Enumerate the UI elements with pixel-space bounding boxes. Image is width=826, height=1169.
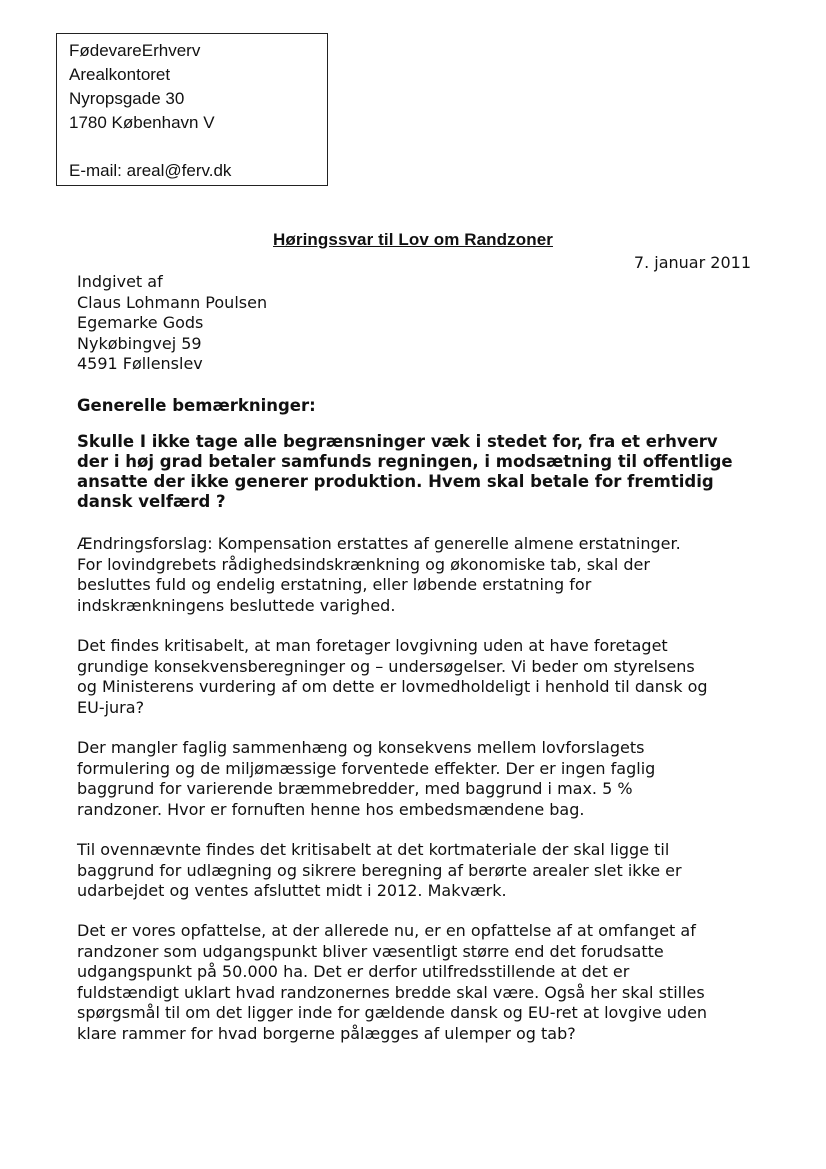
paragraph-amendment [77, 534, 767, 616]
question-line: Skulle I ikke tage alle begrænsninger væk i stedet for, fra et erhverv [77, 432, 718, 451]
paragraph-line: udgangspunkt på 50.000 ha. Det er derfor utilfredsstillende at det er [77, 962, 630, 981]
paragraph-line: spørgsmål til om det ligger inde for gældende dansk og EU-ret at lovgive uden [77, 1003, 708, 1022]
address-line: Arealkontoret [69, 65, 171, 84]
document-title: Høringssvar til Lov om Randzoner [273, 230, 553, 249]
address-line: Nyropsgade 30 [69, 89, 185, 108]
question-line: dansk velfærd ? [77, 492, 226, 511]
paragraph-line: Det er vores opfattelse, at der allerede nu, er en opfattelse af at omfanget af [77, 921, 696, 940]
paragraph-map-material [77, 840, 767, 902]
paragraph-line: Til ovennævnte findes det kritisabelt at det kortmateriale der skal ligge til [77, 840, 670, 859]
submitter-line: Claus Lohmann Poulsen [77, 292, 268, 312]
question-line: der i høj grad betaler samfunds regningen, i modsætning til offentlige [77, 452, 733, 471]
paragraph-line: Der mangler faglig sammenhæng og konsekvens mellem lovforslagets [77, 738, 645, 757]
paragraph-line: og Ministerens vurdering af om dette er lovmedholdeligt i henhold til dansk og [77, 677, 708, 696]
paragraph-line: formulering og de miljømæssige forventede effekter. Der er ingen faglig [77, 758, 656, 778]
paragraph-line: randzoner som udgangspunkt bliver væsentligt større end det forudsatte [77, 941, 664, 961]
paragraph-line: udarbejdet og ventes afsluttet midt i 2012. Makværk. [77, 881, 507, 900]
paragraph-line: For lovindgrebets rådighedsindskrænkning og økonomiske tab, skal der [77, 554, 650, 574]
address-line: 1780 København V [69, 113, 215, 132]
question-paragraph [77, 432, 767, 512]
paragraph-line: fuldstændigt uklart hvad randzonernes bredde skal være. Også her skal stilles [77, 982, 705, 1002]
paragraph-line: Det findes kritisabelt, at man foretager lovgivning uden at have foretaget [77, 636, 668, 655]
paragraph-coherence [77, 738, 767, 820]
paragraph-line: EU-jura? [77, 697, 145, 717]
document-date: 7. januar 2011 [633, 253, 751, 272]
paragraph-line: baggrund for udlægning og sikrere beregning af berørte arealer slet ikke er [77, 860, 682, 880]
submitter-line: Egemarke Gods [77, 313, 204, 332]
paragraph-buffer-zones [77, 921, 767, 1044]
address-email: E-mail: areal@ferv.dk [69, 161, 232, 180]
section-heading: Generelle bemærkninger: [77, 396, 316, 415]
recipient-address-box [56, 33, 328, 186]
paragraph-criticism [77, 636, 767, 718]
paragraph-line: grundige konsekvensberegninger og – undersøgelser. Vi beder om styrelsens [77, 656, 695, 676]
question-line: ansatte der ikke generer produktion. Hvem skal betale for fremtidig [77, 472, 714, 491]
submitter-line: Nykøbingvej 59 [77, 333, 202, 353]
submitter-block [77, 272, 267, 375]
paragraph-line: Ændringsforslag: Kompensation erstattes af generelle almene erstatninger. [77, 534, 681, 553]
submitter-line: 4591 Føllenslev [77, 354, 203, 373]
address-line: FødevareErhverv [69, 41, 201, 60]
paragraph-line: besluttes fuld og endelig erstatning, eller løbende erstatning for [77, 575, 592, 594]
submitter-line: Indgivet af [77, 272, 163, 291]
paragraph-line: klare rammer for hvad borgerne pålægges af ulemper og tab? [77, 1023, 576, 1043]
address-spacer [69, 135, 327, 159]
paragraph-line: randzoner. Hvor er fornuften henne hos embedsmændene bag. [77, 799, 585, 819]
paragraph-line: indskrænkningens besluttede varighed. [77, 595, 396, 615]
paragraph-line: baggrund for varierende bræmmebredder, med baggrund i max. 5 % [77, 779, 633, 798]
